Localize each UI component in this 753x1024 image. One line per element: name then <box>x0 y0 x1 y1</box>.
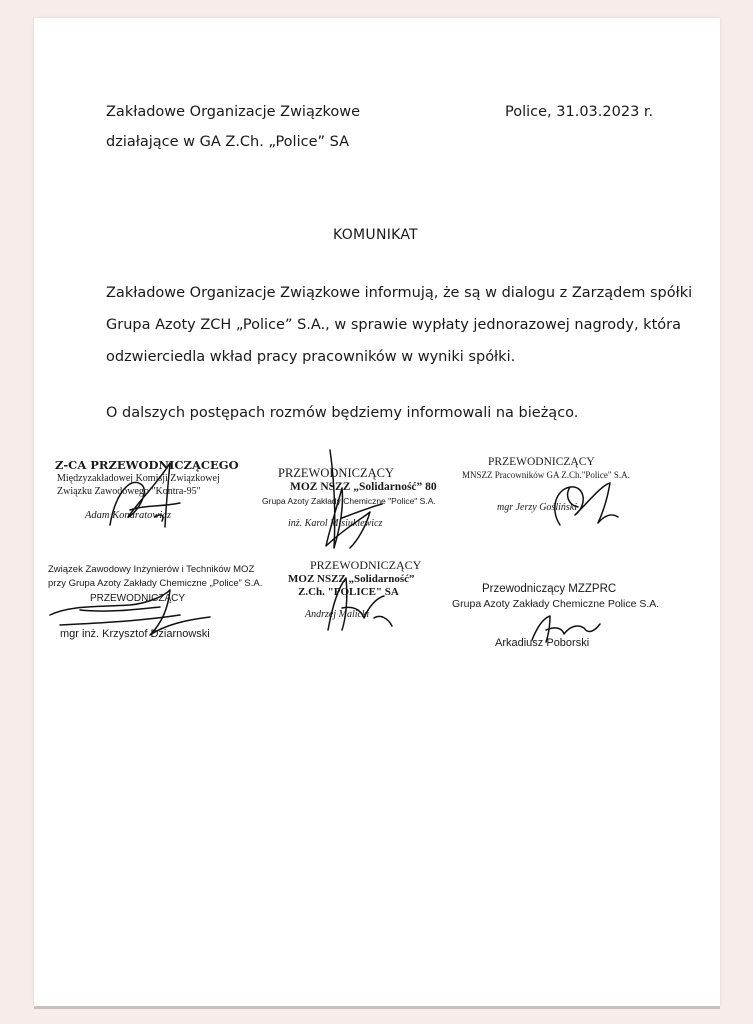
signature-scribble-6 <box>528 610 608 650</box>
paragraph-1-line-2: Grupa Azoty ZCH „Police” S.A., w sprawie wypłaty jednorazowej nagrody, która <box>106 317 681 333</box>
sig5-name: Andrzej Malicki <box>305 609 370 620</box>
document-title: KOMUNIKAT <box>333 227 419 243</box>
signature-scribble-3 <box>530 465 640 535</box>
sig6-org-line1: Przewodniczący MZZPRC <box>482 583 617 595</box>
sig3-org-line1: MNSZZ Pracowników GA Z.Ch."Police" S.A. <box>462 470 630 480</box>
signature-scribble-5 <box>318 568 408 638</box>
sig6-org-line2: Grupa Azoty Zakłady Chemiczne Police S.A. <box>452 598 660 610</box>
paragraph-2: O dalszych postępach rozmów będziemy informowali na bieżąco. <box>106 405 579 421</box>
sig6-name: Arkadiusz Poborski <box>495 637 590 649</box>
sig5-org-line2: Z.Ch. "POLICE" SA <box>298 586 399 598</box>
sig1-title: Z-CA PRZEWODNICZĄCEGO <box>55 458 239 472</box>
sig2-org-line2: Grupa Azoty Zakłady Chemiczne "Police" S.A. <box>262 496 436 506</box>
org-name-line2: działające w GA Z.Ch. „Police” SA <box>106 134 350 150</box>
sig4-org-line1: Związek Zawodowy Inżynierów i Techników MOZ <box>48 564 255 575</box>
sig2-title: PRZEWODNICZĄCY <box>278 466 394 480</box>
page-edge-shadow <box>34 1006 720 1009</box>
sig1-name: Adam Kondratowicz <box>85 510 172 521</box>
sig4-org-line2: przy Grupa Azoty Zakłady Chemiczne „Police” S.A. <box>48 578 263 589</box>
sig5-org-line1: MOZ NSZZ „Solidarność” <box>288 573 415 585</box>
paragraph-1-line-1: Zakładowe Organizacje Związkowe informują, że są w dialogu z Zarządem spółki <box>106 285 693 301</box>
org-name-line1: Zakładowe Organizacje Związkowe <box>106 104 360 120</box>
sig2-org-line1: MOZ NSZZ „Solidarność” 80 <box>290 481 437 493</box>
sig3-name: mgr Jerzy Gośliński <box>497 502 577 513</box>
sig4-title: PRZEWODNICZĄCY <box>90 593 185 604</box>
signature-scribble-4 <box>40 585 240 655</box>
sig1-org-line2: Związku Zawodowego "Kontra-95" <box>57 486 201 497</box>
paragraph-1-line-3: odzwierciedla wkład pracy pracowników w wyniki spółki. <box>106 349 516 365</box>
sig2-name: inż. Karol Misiukiewicz <box>288 518 383 529</box>
sig4-name: mgr inż. Krzysztof Dziarnowski <box>60 628 210 640</box>
signature-scribble-1 <box>70 455 210 535</box>
place-date: Police, 31.03.2023 r. <box>505 104 654 120</box>
signature-scribble-2 <box>300 448 410 558</box>
sig5-title: PRZEWODNICZĄCY <box>310 558 422 572</box>
sig3-title: PRZEWODNICZĄCY <box>488 456 595 468</box>
sig1-org-line1: Międzyzakładowej Komisji Związkowej <box>57 473 220 484</box>
